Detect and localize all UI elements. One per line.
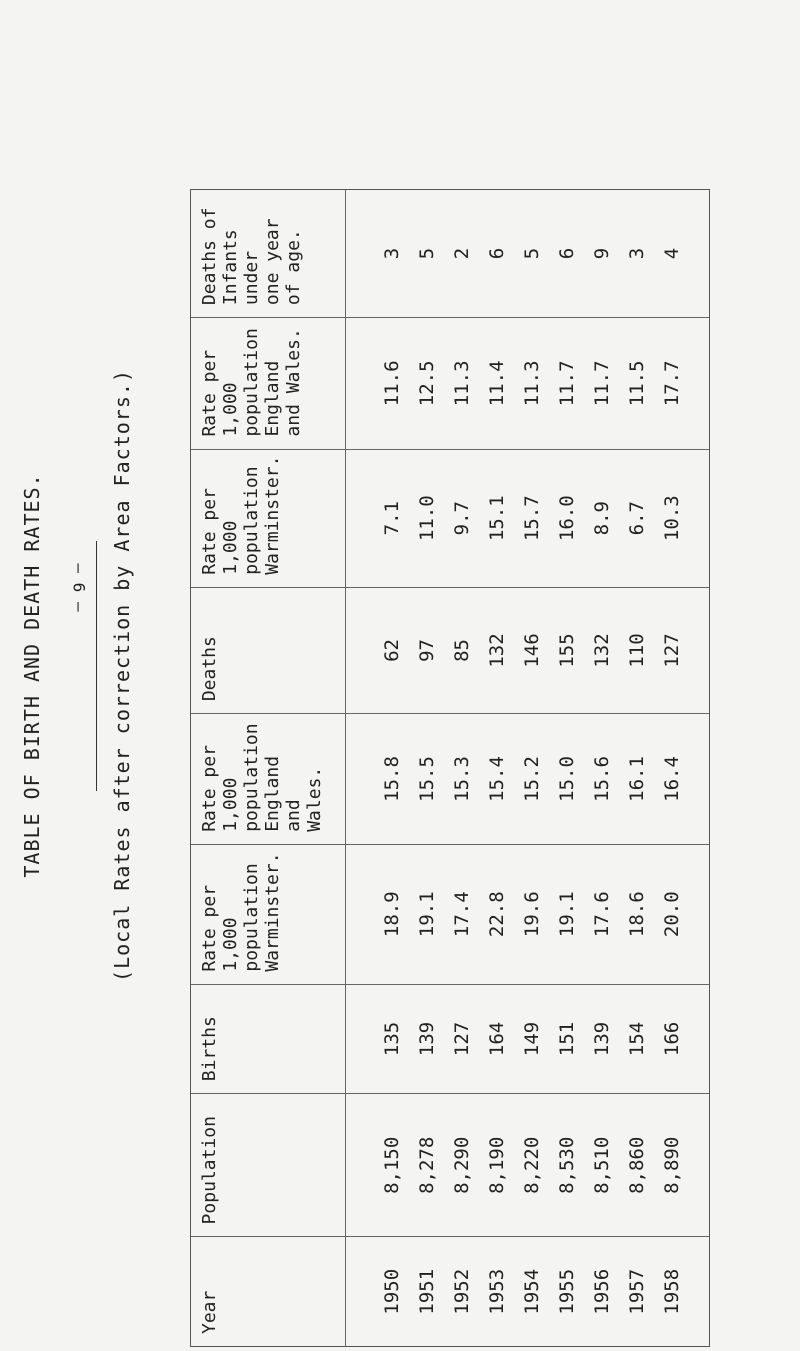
table-cell: 132 [590, 633, 613, 668]
table-cell: 15.7 [520, 495, 543, 542]
table-cell: 1958 [660, 1268, 683, 1315]
table-cell: 6 [555, 247, 578, 260]
table-cell: 8,220 [520, 1136, 543, 1194]
table-cell: 16.0 [555, 495, 578, 542]
table-cell: 15.1 [485, 495, 508, 542]
table-cell: 85 [450, 639, 473, 662]
table-cell: 97 [415, 639, 438, 662]
table-cell: 18.6 [625, 891, 648, 938]
table-cell: 11.7 [555, 360, 578, 407]
table-cell: 10.3 [660, 495, 683, 542]
table-cell: 11.0 [415, 495, 438, 542]
table-cell: 5 [520, 247, 543, 260]
table-cell: 8,890 [660, 1136, 683, 1194]
column-deaths [191, 587, 709, 713]
table-cell: 17.4 [450, 891, 473, 938]
column-birth-rate-warminster [191, 844, 709, 984]
column-infant-deaths [191, 190, 709, 317]
table-title: TABLE OF BIRTH AND DEATH RATES. [20, 473, 44, 878]
table-cell: 146 [520, 633, 543, 668]
birth-death-rates-table [190, 189, 710, 1347]
table-cell: 110 [625, 633, 648, 668]
table-cell: 164 [485, 1021, 508, 1057]
table-cell: 8,150 [380, 1136, 403, 1194]
column-header: Rate per 1,000 population England and Wales. [191, 714, 346, 844]
table-cell: 20.0 [660, 891, 683, 938]
column-header: Population [191, 1094, 346, 1236]
table-cell: 149 [520, 1021, 543, 1057]
table-cell: 11.6 [380, 360, 403, 407]
table-cell: 11.7 [590, 360, 613, 407]
table-cell: 1956 [590, 1268, 613, 1315]
table-cell: 5 [415, 247, 438, 260]
column-values [346, 450, 709, 587]
table-cell: 1955 [555, 1268, 578, 1315]
column-values [346, 985, 709, 1094]
table-cell: 9 [590, 247, 613, 260]
table-cell: 166 [660, 1021, 683, 1057]
table-cell: 15.2 [520, 756, 543, 802]
table-cell: 11.3 [520, 360, 543, 407]
table-cell: 8.9 [590, 501, 613, 536]
table-cell: 151 [555, 1021, 578, 1057]
table-cell: 155 [555, 633, 578, 668]
table-cell: 8,190 [485, 1136, 508, 1194]
table-cell: 8,510 [590, 1136, 613, 1194]
table-cell: 19.6 [520, 891, 543, 938]
table-cell: 19.1 [415, 891, 438, 938]
table-subtitle: (Local Rates after correction by Area Factors.) [110, 369, 134, 982]
table-cell: 7.1 [380, 501, 403, 536]
column-header: Deaths of Infants under one year of age. [191, 190, 346, 317]
table-cell: 8,530 [555, 1136, 578, 1194]
column-values [346, 1094, 709, 1236]
table-cell: 1953 [485, 1268, 508, 1315]
table-cell: 8,278 [415, 1136, 438, 1194]
table-cell: 8,860 [625, 1136, 648, 1194]
column-values [346, 714, 709, 844]
table-cell: 22.8 [485, 891, 508, 938]
column-header: Rate per 1,000 population England and Wales. [191, 318, 346, 448]
table-cell: 127 [660, 633, 683, 668]
table-cell: 19.1 [555, 891, 578, 938]
table-cell: 139 [590, 1021, 613, 1057]
column-header: Births [191, 985, 346, 1094]
table-cell: 11.4 [485, 360, 508, 407]
column-population [191, 1093, 709, 1236]
column-birth-rate-england [191, 713, 709, 844]
column-values [346, 318, 709, 448]
table-cell: 1950 [380, 1268, 403, 1315]
table-cell: 2 [450, 247, 473, 260]
table-cell: 154 [625, 1021, 648, 1057]
table-cell: 11.5 [625, 360, 648, 407]
table-cell: 6 [485, 247, 508, 260]
column-values [346, 190, 709, 317]
column-header: Deaths [191, 588, 346, 713]
table-cell: 9.7 [450, 501, 473, 536]
table-cell: 11.3 [450, 360, 473, 407]
column-values [346, 588, 709, 713]
table-cell: 15.4 [485, 756, 508, 802]
column-death-rate-warminster [191, 449, 709, 587]
table-cell: 135 [380, 1021, 403, 1057]
table-cell: 3 [380, 247, 403, 260]
column-header: Rate per 1,000 population Warminster. [191, 845, 346, 984]
column-values [346, 845, 709, 984]
table-cell: 1957 [625, 1268, 648, 1315]
table-cell: 1952 [450, 1268, 473, 1315]
table-cell: 8,290 [450, 1136, 473, 1194]
title-underline [96, 541, 97, 791]
table-cell: 16.1 [625, 756, 648, 802]
column-death-rate-england [191, 317, 709, 448]
table-cell: 1954 [520, 1268, 543, 1315]
column-values [346, 1237, 709, 1346]
column-year [191, 1236, 709, 1346]
table-cell: 132 [485, 633, 508, 668]
column-header: Year [191, 1237, 346, 1346]
table-cell: 15.0 [555, 756, 578, 802]
table-cell: 15.8 [380, 756, 403, 802]
table-cell: 16.4 [660, 756, 683, 802]
table-cell: 15.3 [450, 756, 473, 802]
table-cell: 1951 [415, 1268, 438, 1315]
table-cell: 139 [415, 1021, 438, 1057]
table-cell: 3 [625, 247, 648, 260]
table-cell: 17.7 [660, 360, 683, 407]
table-cell: 15.5 [415, 756, 438, 802]
table-cell: 17.6 [590, 891, 613, 938]
table-cell: 62 [380, 639, 403, 662]
table-cell: 127 [450, 1021, 473, 1057]
table-cell: 12.5 [415, 360, 438, 407]
table-cell: 18.9 [380, 891, 403, 938]
table-cell: 6.7 [625, 501, 648, 536]
table-cell: 15.6 [590, 756, 613, 802]
column-births [191, 984, 709, 1094]
column-header: Rate per 1,000 population Warminster. [191, 450, 346, 587]
page-number: — 6 — [69, 563, 89, 612]
table-cell: 4 [660, 247, 683, 260]
